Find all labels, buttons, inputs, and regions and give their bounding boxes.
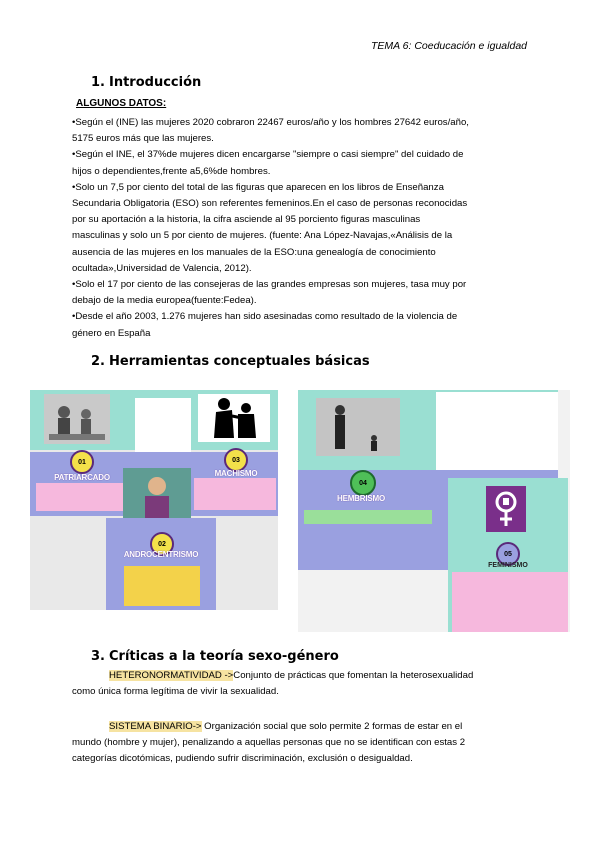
badge-05: 05 [496, 542, 520, 566]
text-line: •Solo un 7,5 por ciento del total de las figuras que aparecen en los libros de Enseñanza [72, 181, 444, 193]
photo-classroom [123, 468, 191, 520]
text-line: •Según el INE, el 37%de mujeres dicen encargarse "siempre o casi siempre" del cuidado de [72, 149, 464, 161]
section-title: Herramientas conceptuales básicas [109, 354, 370, 369]
text-line: Secundaria Obligatoria (ESO) son referentes femeninos.En el caso de personas reconocidas [72, 198, 468, 210]
infographic-left [30, 390, 278, 610]
card-text-machismo [194, 478, 276, 510]
card-title-androcentrismo: ANDROCENTRISMO [123, 550, 199, 559]
text-line: masculinas y solo un 5 por ciento de mujeres. (fuente: Ana López-Navajas,«Análisis de la [72, 230, 453, 242]
intro-paragraph [72, 115, 528, 342]
infographic-right [298, 390, 570, 632]
section-number: 3. [91, 649, 105, 664]
card-title-machismo: MACHISMO [214, 469, 258, 478]
card-text-hembrismo [304, 510, 432, 524]
text-line: 5175 euros más que las mujeres. [72, 133, 214, 145]
section-number: 2. [91, 354, 105, 369]
card-text-patriarcado [36, 483, 136, 511]
section-heading-criticas [91, 649, 339, 664]
text-line: •Según el (INE) las mujeres 2020 cobraron 22467 euros/año y los hombres 27642 euros/año, [72, 117, 469, 128]
card-text-androcentrismo [124, 566, 200, 606]
card-text-feminismo [452, 572, 568, 632]
text-line: género en España [72, 327, 151, 339]
text-line: ausencia de las mujeres en los manuales de la ESO:una genealogía de conocimiento [72, 246, 436, 258]
feminism-symbol-icon [486, 486, 526, 532]
text-line: ocultada»,Universidad de Valencia, 2012). [72, 262, 252, 274]
badge-02: 02 [150, 532, 174, 556]
card-title-feminismo: FEMINISMO [488, 562, 528, 569]
photo-blank [436, 392, 558, 474]
photo-silhouette [198, 394, 270, 442]
section-heading-intro [91, 75, 201, 90]
photo-figures [316, 398, 400, 456]
text-line: debajo de la media europea(fuente:Fedea). [72, 295, 257, 307]
text-line: •Desde el año 2003, 1.276 mujeres han sido asesinadas como resultado de la violencia de [72, 311, 458, 323]
definition-text: Organización social que solo permite 2 formas de estar en el [201, 721, 463, 732]
section-title: Introducción [109, 75, 202, 90]
section-number: 1. [91, 75, 105, 90]
term-heteronormatividad: HETERONORMATIVIDAD -> [109, 670, 234, 681]
definition-sistema-binario [72, 719, 542, 768]
definition-text: como única forma legítima de vivir la sexualidad. [72, 686, 279, 698]
photo-family [44, 394, 110, 444]
definition-heteronormatividad [72, 668, 542, 700]
text-line: por su aportación a la historia, la cifra asciende al 95 porciento figuras masculinas [72, 214, 421, 226]
section-title: Críticas a la teoría sexo-género [109, 649, 339, 664]
subheading-datos: ALGUNOS DATOS: [76, 98, 167, 109]
definition-text: Conjunto de prácticas que fomentan la heterosexualidad [233, 670, 474, 681]
badge-01: 01 [70, 450, 94, 474]
badge-04: 04 [350, 470, 376, 496]
definition-text: categorías dicotómicas, pudiendo sufrir discriminación, exclusión o desigualdad. [72, 753, 413, 765]
card-title-hembrismo: HEMBRISMO [337, 494, 385, 503]
running-header: TEMA 6: Coeducación e igualdad [370, 40, 527, 52]
text-line: hijos o dependientes,frente a5,6%de hombres. [72, 165, 271, 177]
term-sistema-binario: SISTEMA BINARIO-> [109, 721, 202, 732]
card-title-patriarcado: PATRIARCADO [54, 473, 110, 482]
section-heading-herramientas [91, 354, 370, 369]
badge-03: 03 [224, 448, 248, 472]
text-line: •Solo el 17 por ciento de las consejeras de las grandes empresas son mujeres, tasa muy por [72, 279, 467, 291]
definition-text: mundo (hombre y mujer), penalizando a aquellas personas que no se identifican con estas 2 [72, 737, 466, 749]
